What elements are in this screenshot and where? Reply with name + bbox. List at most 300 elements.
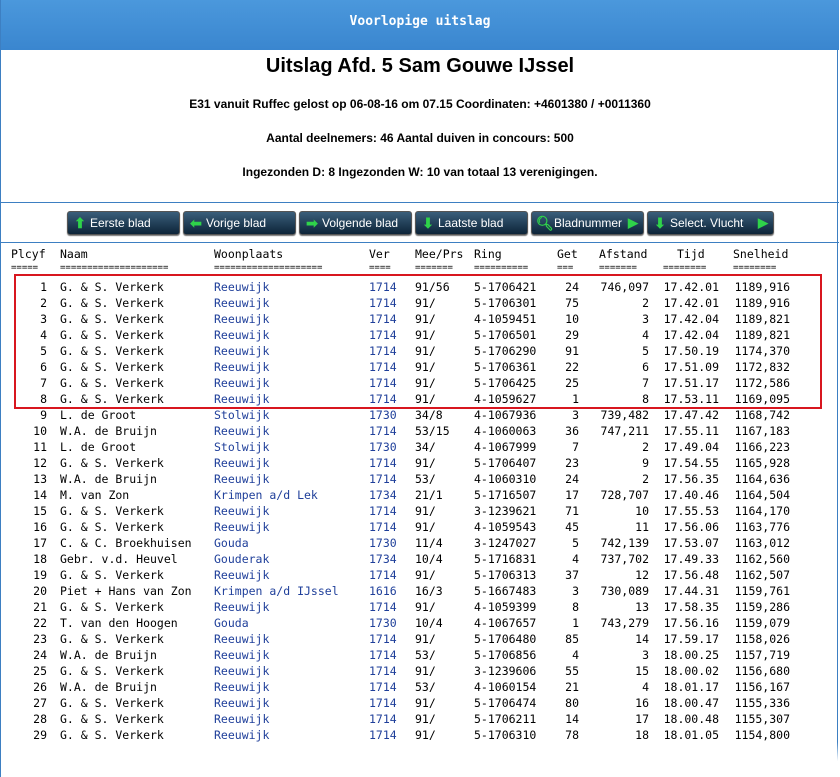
underline-afstand: ======= xyxy=(599,263,637,273)
previous-page-label: Vorige blad xyxy=(206,216,267,230)
cell-ver[interactable]: 1714 xyxy=(369,328,397,342)
arrow-right-icon: ➡ xyxy=(306,215,318,231)
cell-woonplaats[interactable]: Reeuwijk xyxy=(214,328,270,342)
cell-snelheid: 1154,800 xyxy=(734,728,790,742)
cell-tijd: 18.00.48 xyxy=(663,712,719,726)
cell-get: 29 xyxy=(565,328,579,342)
table-row xyxy=(1,439,839,455)
select-flight-label: Select. Vlucht xyxy=(670,216,744,230)
cell-mee-prs: 91/ xyxy=(415,376,436,390)
cell-naam: G. & S. Verkerk xyxy=(60,632,164,646)
cell-snelheid: 1172,586 xyxy=(734,376,790,390)
cell-naam: G. & S. Verkerk xyxy=(60,456,164,470)
cell-ver[interactable]: 1714 xyxy=(369,600,397,614)
cell-afstand: 5 xyxy=(642,344,649,358)
cell-afstand: 743,279 xyxy=(600,616,649,630)
underline-woonplaats: ==================== xyxy=(214,263,323,273)
cell-get: 23 xyxy=(565,456,579,470)
header-plcyf: Plcyf xyxy=(11,247,46,261)
cell-ver[interactable]: 1714 xyxy=(369,472,397,486)
cell-plcyf: 10 xyxy=(33,424,47,438)
header-divider xyxy=(1,202,839,203)
cell-afstand: 742,139 xyxy=(600,536,649,550)
cell-get: 91 xyxy=(565,344,579,358)
cell-ring: 5-1706310 xyxy=(474,728,537,742)
cell-woonplaats[interactable]: Reeuwijk xyxy=(214,472,270,486)
cell-ver[interactable]: 1714 xyxy=(369,568,397,582)
cell-ring: 5-1706313 xyxy=(474,568,537,582)
cell-plcyf: 8 xyxy=(40,392,47,406)
cell-woonplaats[interactable]: Reeuwijk xyxy=(214,392,270,406)
cell-ver[interactable]: 1714 xyxy=(369,696,397,710)
cell-afstand: 3 xyxy=(642,312,649,326)
table-row xyxy=(1,711,839,727)
cell-plcyf: 12 xyxy=(33,456,47,470)
cell-mee-prs: 91/ xyxy=(415,296,436,310)
page-number-label: Bladnummer xyxy=(554,216,623,230)
cell-plcyf: 25 xyxy=(33,664,47,678)
arrow-down-icon: ⬇ xyxy=(422,215,434,231)
cell-woonplaats[interactable]: Reeuwijk xyxy=(214,712,270,726)
cell-ring: 5-1706361 xyxy=(474,360,537,374)
cell-woonplaats[interactable]: Reeuwijk xyxy=(214,424,270,438)
cell-mee-prs: 53/ xyxy=(415,680,436,694)
header-ring: Ring xyxy=(474,247,502,261)
cell-woonplaats[interactable]: Gouda xyxy=(214,536,249,550)
arrow-left-icon: ⬅ xyxy=(190,215,202,231)
cell-ver[interactable]: 1714 xyxy=(369,632,397,646)
cell-ver[interactable]: 1730 xyxy=(369,440,397,454)
cell-afstand: 16 xyxy=(635,696,649,710)
cell-afstand: 7 xyxy=(642,376,649,390)
table-row xyxy=(1,567,839,583)
cell-mee-prs: 91/ xyxy=(415,696,436,710)
cell-woonplaats[interactable]: Krimpen a/d Lek xyxy=(214,488,318,502)
table-row xyxy=(1,663,839,679)
cell-tijd: 17.49.33 xyxy=(663,552,719,566)
cell-woonplaats[interactable]: Reeuwijk xyxy=(214,648,270,662)
cell-mee-prs: 10/4 xyxy=(415,616,443,630)
cell-snelheid: 1189,821 xyxy=(734,312,790,326)
cell-mee-prs: 91/ xyxy=(415,456,436,470)
cell-mee-prs: 16/3 xyxy=(415,584,443,598)
cell-get: 25 xyxy=(565,376,579,390)
cell-woonplaats[interactable]: Reeuwijk xyxy=(214,360,270,374)
cell-naam: G. & S. Verkerk xyxy=(60,520,164,534)
cell-afstand: 18 xyxy=(635,728,649,742)
cell-get: 36 xyxy=(565,424,579,438)
cell-ver[interactable]: 1714 xyxy=(369,280,397,294)
cell-naam: C. & C. Broekhuisen xyxy=(60,536,192,550)
cell-snelheid: 1156,680 xyxy=(734,664,790,678)
cell-mee-prs: 53/ xyxy=(415,648,436,662)
cell-get: 75 xyxy=(565,296,579,310)
report-title: Uitslag Afd. 5 Sam Gouwe IJssel xyxy=(265,55,575,77)
cell-get: 1 xyxy=(572,392,579,406)
cell-ver[interactable]: 1714 xyxy=(369,648,397,662)
cell-naam: G. & S. Verkerk xyxy=(60,344,164,358)
cell-naam: Gebr. v.d. Heuvel xyxy=(60,552,178,566)
cell-afstand: 2 xyxy=(642,472,649,486)
cell-ver[interactable]: 1730 xyxy=(369,616,397,630)
table-header-underline xyxy=(1,263,839,279)
cell-naam: Piet + Hans van Zon xyxy=(60,584,192,598)
cell-tijd: 17.42.04 xyxy=(663,328,719,342)
next-page-button[interactable] xyxy=(299,211,412,235)
cell-ver[interactable]: 1714 xyxy=(369,728,397,742)
cell-naam: G. & S. Verkerk xyxy=(60,664,164,678)
arrow-right-small-icon: ▶ xyxy=(758,215,768,230)
cell-ver[interactable]: 1714 xyxy=(369,456,397,470)
cell-snelheid: 1158,026 xyxy=(734,632,790,646)
cell-tijd: 17.42.04 xyxy=(663,312,719,326)
cell-get: 8 xyxy=(572,600,579,614)
cell-ring: 4-1059399 xyxy=(474,600,537,614)
cell-snelheid: 1162,507 xyxy=(734,568,790,582)
cell-snelheid: 1163,776 xyxy=(734,520,790,534)
cell-woonplaats[interactable]: Reeuwijk xyxy=(214,296,270,310)
underline-tijd: ======== xyxy=(663,263,707,273)
cell-plcyf: 2 xyxy=(40,296,47,310)
cell-woonplaats[interactable]: Stolwijk xyxy=(214,408,270,422)
cell-snelheid: 1189,916 xyxy=(734,296,790,310)
cell-tijd: 17.51.17 xyxy=(663,376,719,390)
cell-woonplaats[interactable]: Reeuwijk xyxy=(214,344,270,358)
cell-snelheid: 1165,928 xyxy=(734,456,790,470)
participants-info: Aantal deelnemers: 46 Aantal duiven in concours: 500 xyxy=(266,131,574,145)
cell-ring: 5-1706211 xyxy=(474,712,537,726)
header-naam: Naam xyxy=(60,247,88,261)
cell-plcyf: 13 xyxy=(33,472,47,486)
last-page-label: Laatste blad xyxy=(438,216,504,230)
cell-ver[interactable]: 1714 xyxy=(369,296,397,310)
cell-get: 7 xyxy=(572,440,579,454)
cell-naam: W.A. de Bruijn xyxy=(60,472,157,486)
cell-afstand: 14 xyxy=(635,632,649,646)
cell-mee-prs: 91/ xyxy=(415,728,436,742)
cell-ring: 5-1706480 xyxy=(474,632,537,646)
cell-plcyf: 20 xyxy=(33,584,47,598)
torn-edge xyxy=(1,742,840,777)
cell-ring: 3-1239606 xyxy=(474,664,537,678)
cell-woonplaats[interactable]: Gouderak xyxy=(214,552,270,566)
cell-ring: 4-1059543 xyxy=(474,520,537,534)
header-tijd: Tijd xyxy=(677,247,705,261)
underline-get: === xyxy=(557,263,574,273)
download-icon: ⬇ xyxy=(654,215,666,231)
cell-mee-prs: 91/ xyxy=(415,568,436,582)
select-flight-button[interactable] xyxy=(647,211,774,235)
cell-afstand: 4 xyxy=(642,328,649,342)
table-row xyxy=(1,679,839,695)
cell-afstand: 746,097 xyxy=(600,280,649,294)
cell-tijd: 17.49.04 xyxy=(663,440,719,454)
first-page-label: Eerste blad xyxy=(90,216,151,230)
cell-tijd: 17.56.35 xyxy=(663,472,719,486)
table-row xyxy=(1,423,839,439)
cell-ver[interactable]: 1714 xyxy=(369,424,397,438)
cell-plcyf: 22 xyxy=(33,616,47,630)
cell-woonplaats[interactable]: Gouda xyxy=(214,616,249,630)
cell-mee-prs: 53/ xyxy=(415,472,436,486)
table-row xyxy=(1,631,839,647)
cell-afstand: 747,211 xyxy=(600,424,649,438)
cell-snelheid: 1167,183 xyxy=(734,424,790,438)
cell-plcyf: 26 xyxy=(33,680,47,694)
cell-snelheid: 1166,223 xyxy=(734,440,790,454)
cell-tijd: 18.01.17 xyxy=(663,680,719,694)
cell-ver[interactable]: 1730 xyxy=(369,408,397,422)
cell-get: 80 xyxy=(565,696,579,710)
cell-ring: 4-1059627 xyxy=(474,392,537,406)
cell-snelheid: 1172,832 xyxy=(734,360,790,374)
cell-plcyf: 27 xyxy=(33,696,47,710)
cell-tijd: 17.50.19 xyxy=(663,344,719,358)
cell-get: 85 xyxy=(565,632,579,646)
cell-woonplaats[interactable]: Reeuwijk xyxy=(214,696,270,710)
cell-get: 78 xyxy=(565,728,579,742)
cell-get: 21 xyxy=(565,680,579,694)
cell-ver[interactable]: 1714 xyxy=(369,376,397,390)
cell-plcyf: 17 xyxy=(33,536,47,550)
cell-ver[interactable]: 1714 xyxy=(369,312,397,326)
cell-get: 4 xyxy=(572,552,579,566)
cell-woonplaats[interactable]: Reeuwijk xyxy=(214,312,270,326)
cell-tijd: 17.44.31 xyxy=(663,584,719,598)
cell-ver[interactable]: 1714 xyxy=(369,712,397,726)
cell-get: 55 xyxy=(565,664,579,678)
cell-ver[interactable]: 1714 xyxy=(369,664,397,678)
cell-ring: 5-1716507 xyxy=(474,488,537,502)
cell-tijd: 18.00.47 xyxy=(663,696,719,710)
cell-naam: G. & S. Verkerk xyxy=(60,600,164,614)
submitted-info: Ingezonden D: 8 Ingezonden W: 10 van totaal 13 verenigingen. xyxy=(242,165,598,179)
cell-mee-prs: 91/ xyxy=(415,520,436,534)
cell-afstand: 737,702 xyxy=(600,552,649,566)
cell-ver[interactable]: 1616 xyxy=(369,584,397,598)
cell-naam: G. & S. Verkerk xyxy=(60,392,164,406)
table-row xyxy=(1,551,839,567)
cell-naam: G. & S. Verkerk xyxy=(60,696,164,710)
cell-snelheid: 1159,079 xyxy=(734,616,790,630)
cell-tijd: 17.56.06 xyxy=(663,520,719,534)
cell-ring: 5-1667483 xyxy=(474,584,537,598)
cell-plcyf: 29 xyxy=(33,728,47,742)
cell-tijd: 17.42.01 xyxy=(663,280,719,294)
cell-ring: 3-1239621 xyxy=(474,504,537,518)
cell-woonplaats[interactable]: Reeuwijk xyxy=(214,728,270,742)
cell-woonplaats[interactable]: Reeuwijk xyxy=(214,456,270,470)
cell-naam: G. & S. Verkerk xyxy=(60,376,164,390)
cell-afstand: 730,089 xyxy=(600,584,649,598)
cell-mee-prs: 91/ xyxy=(415,504,436,518)
cell-get: 1 xyxy=(572,616,579,630)
cell-ring: 5-1706856 xyxy=(474,648,537,662)
cell-naam: G. & S. Verkerk xyxy=(60,312,164,326)
cell-get: 5 xyxy=(572,536,579,550)
table-row xyxy=(1,359,839,375)
cell-afstand: 10 xyxy=(635,504,649,518)
table-row xyxy=(1,695,839,711)
cell-mee-prs: 91/ xyxy=(415,312,436,326)
cell-ver[interactable]: 1734 xyxy=(369,552,397,566)
cell-ver[interactable]: 1734 xyxy=(369,488,397,502)
cell-mee-prs: 91/ xyxy=(415,664,436,678)
cell-plcyf: 28 xyxy=(33,712,47,726)
cell-naam: G. & S. Verkerk xyxy=(60,296,164,310)
cell-ring: 5-1706301 xyxy=(474,296,537,310)
cell-tijd: 18.00.02 xyxy=(663,664,719,678)
table-row xyxy=(1,535,839,551)
cell-ring: 4-1067999 xyxy=(474,440,537,454)
table-header xyxy=(1,246,839,262)
cell-tijd: 17.56.16 xyxy=(663,616,719,630)
table-row xyxy=(1,487,839,503)
cell-naam: G. & S. Verkerk xyxy=(60,280,164,294)
cell-snelheid: 1169,095 xyxy=(734,392,790,406)
cell-naam: L. de Groot xyxy=(60,440,137,454)
cell-mee-prs: 34/8 xyxy=(415,408,443,422)
cell-afstand: 2 xyxy=(642,296,649,310)
cell-woonplaats[interactable]: Krimpen a/d IJssel xyxy=(214,584,339,598)
cell-plcyf: 7 xyxy=(40,376,47,390)
cell-snelheid: 1163,012 xyxy=(734,536,790,550)
cell-mee-prs: 11/4 xyxy=(415,536,443,550)
cell-woonplaats[interactable]: Reeuwijk xyxy=(214,520,270,534)
cell-naam: W.A. de Bruijn xyxy=(60,680,157,694)
table-row xyxy=(1,343,839,359)
cell-get: 10 xyxy=(565,312,579,326)
cell-get: 4 xyxy=(572,648,579,662)
cell-naam: W.A. de Bruijn xyxy=(60,648,157,662)
cell-ver[interactable]: 1714 xyxy=(369,520,397,534)
cell-naam: L. de Groot xyxy=(60,408,137,422)
cell-ver[interactable]: 1714 xyxy=(369,344,397,358)
table-row xyxy=(1,471,839,487)
table-row xyxy=(1,279,839,295)
cell-tijd: 18.00.25 xyxy=(663,648,719,662)
cell-tijd: 17.58.35 xyxy=(663,600,719,614)
cell-tijd: 17.55.11 xyxy=(663,424,719,438)
cell-woonplaats[interactable]: Reeuwijk xyxy=(214,600,270,614)
table-row xyxy=(1,615,839,631)
underline-plcyf: ===== xyxy=(11,263,39,273)
table-row xyxy=(1,455,839,471)
table-row xyxy=(1,583,839,599)
cell-naam: W.A. de Bruijn xyxy=(60,424,157,438)
cell-woonplaats[interactable]: Reeuwijk xyxy=(214,504,270,518)
cell-mee-prs: 91/ xyxy=(415,712,436,726)
header-mee-prs: Mee/Prs xyxy=(415,247,464,261)
cell-get: 71 xyxy=(565,504,579,518)
cell-plcyf: 11 xyxy=(33,440,47,454)
header-snelheid: Snelheid xyxy=(733,247,789,261)
page-number-button[interactable] xyxy=(531,211,644,235)
cell-naam: T. van den Hoogen xyxy=(60,616,178,630)
last-page-button[interactable] xyxy=(415,211,528,235)
cell-woonplaats[interactable]: Stolwijk xyxy=(214,440,270,454)
cell-ring: 5-1706425 xyxy=(474,376,537,390)
cell-ver[interactable]: 1714 xyxy=(369,680,397,694)
cell-ring: 4-1060063 xyxy=(474,424,537,438)
cell-woonplaats[interactable]: Reeuwijk xyxy=(214,568,270,582)
cell-afstand: 4 xyxy=(642,680,649,694)
cell-afstand: 2 xyxy=(642,440,649,454)
cell-ver[interactable]: 1714 xyxy=(369,392,397,406)
cell-plcyf: 18 xyxy=(33,552,47,566)
cell-snelheid: 1168,742 xyxy=(734,408,790,422)
cell-afstand: 728,707 xyxy=(600,488,649,502)
header-get: Get xyxy=(557,247,578,261)
cell-ver[interactable]: 1714 xyxy=(369,504,397,518)
cell-ring: 4-1060310 xyxy=(474,472,537,486)
cell-mee-prs: 53/15 xyxy=(415,424,450,438)
cell-mee-prs: 10/4 xyxy=(415,552,443,566)
cell-snelheid: 1159,761 xyxy=(734,584,790,598)
cell-snelheid: 1162,560 xyxy=(734,552,790,566)
cell-woonplaats[interactable]: Reeuwijk xyxy=(214,632,270,646)
cell-afstand: 11 xyxy=(635,520,649,534)
table-row xyxy=(1,519,839,535)
cell-tijd: 17.47.42 xyxy=(663,408,719,422)
cell-naam: G. & S. Verkerk xyxy=(60,568,164,582)
cell-snelheid: 1174,370 xyxy=(734,344,790,358)
cell-mee-prs: 91/56 xyxy=(415,280,450,294)
cell-afstand: 15 xyxy=(635,664,649,678)
cell-snelheid: 1189,821 xyxy=(734,328,790,342)
cell-tijd: 17.56.48 xyxy=(663,568,719,582)
first-page-button[interactable] xyxy=(67,211,180,235)
cell-naam: G. & S. Verkerk xyxy=(60,504,164,518)
cell-get: 3 xyxy=(572,408,579,422)
cell-woonplaats[interactable]: Reeuwijk xyxy=(214,376,270,390)
next-page-label: Volgende blad xyxy=(322,216,399,230)
cell-mee-prs: 91/ xyxy=(415,600,436,614)
cell-plcyf: 14 xyxy=(33,488,47,502)
cell-naam: G. & S. Verkerk xyxy=(60,728,164,742)
cell-woonplaats[interactable]: Reeuwijk xyxy=(214,680,270,694)
cell-tijd: 17.42.01 xyxy=(663,296,719,310)
cell-ring: 5-1706474 xyxy=(474,696,537,710)
underline-naam: ==================== xyxy=(60,263,169,273)
cell-woonplaats[interactable]: Reeuwijk xyxy=(214,664,270,678)
title-bar xyxy=(1,0,839,50)
cell-naam: M. van Zon xyxy=(60,488,130,502)
cell-naam: G. & S. Verkerk xyxy=(60,328,164,342)
cell-afstand: 9 xyxy=(642,456,649,470)
previous-page-button[interactable] xyxy=(183,211,296,235)
cell-get: 45 xyxy=(565,520,579,534)
cell-tijd: 17.40.46 xyxy=(663,488,719,502)
cell-mee-prs: 34/ xyxy=(415,440,436,454)
cell-tijd: 17.53.07 xyxy=(663,536,719,550)
table-row xyxy=(1,599,839,615)
cell-afstand: 3 xyxy=(642,648,649,662)
cell-get: 24 xyxy=(565,280,579,294)
table-divider xyxy=(1,242,839,243)
cell-woonplaats[interactable]: Reeuwijk xyxy=(214,280,270,294)
header-woonplaats: Woonplaats xyxy=(214,247,284,261)
flight-info: E31 vanuit Ruffec gelost op 06-08-16 om 07.15 Coordinaten: +4601380 / +0011360 xyxy=(189,97,651,111)
table-row xyxy=(1,375,839,391)
cell-ver[interactable]: 1714 xyxy=(369,360,397,374)
cell-plcyf: 3 xyxy=(40,312,47,326)
cell-ver[interactable]: 1730 xyxy=(369,536,397,550)
cell-get: 22 xyxy=(565,360,579,374)
cell-get: 24 xyxy=(565,472,579,486)
cell-mee-prs: 91/ xyxy=(415,632,436,646)
table-row xyxy=(1,295,839,311)
